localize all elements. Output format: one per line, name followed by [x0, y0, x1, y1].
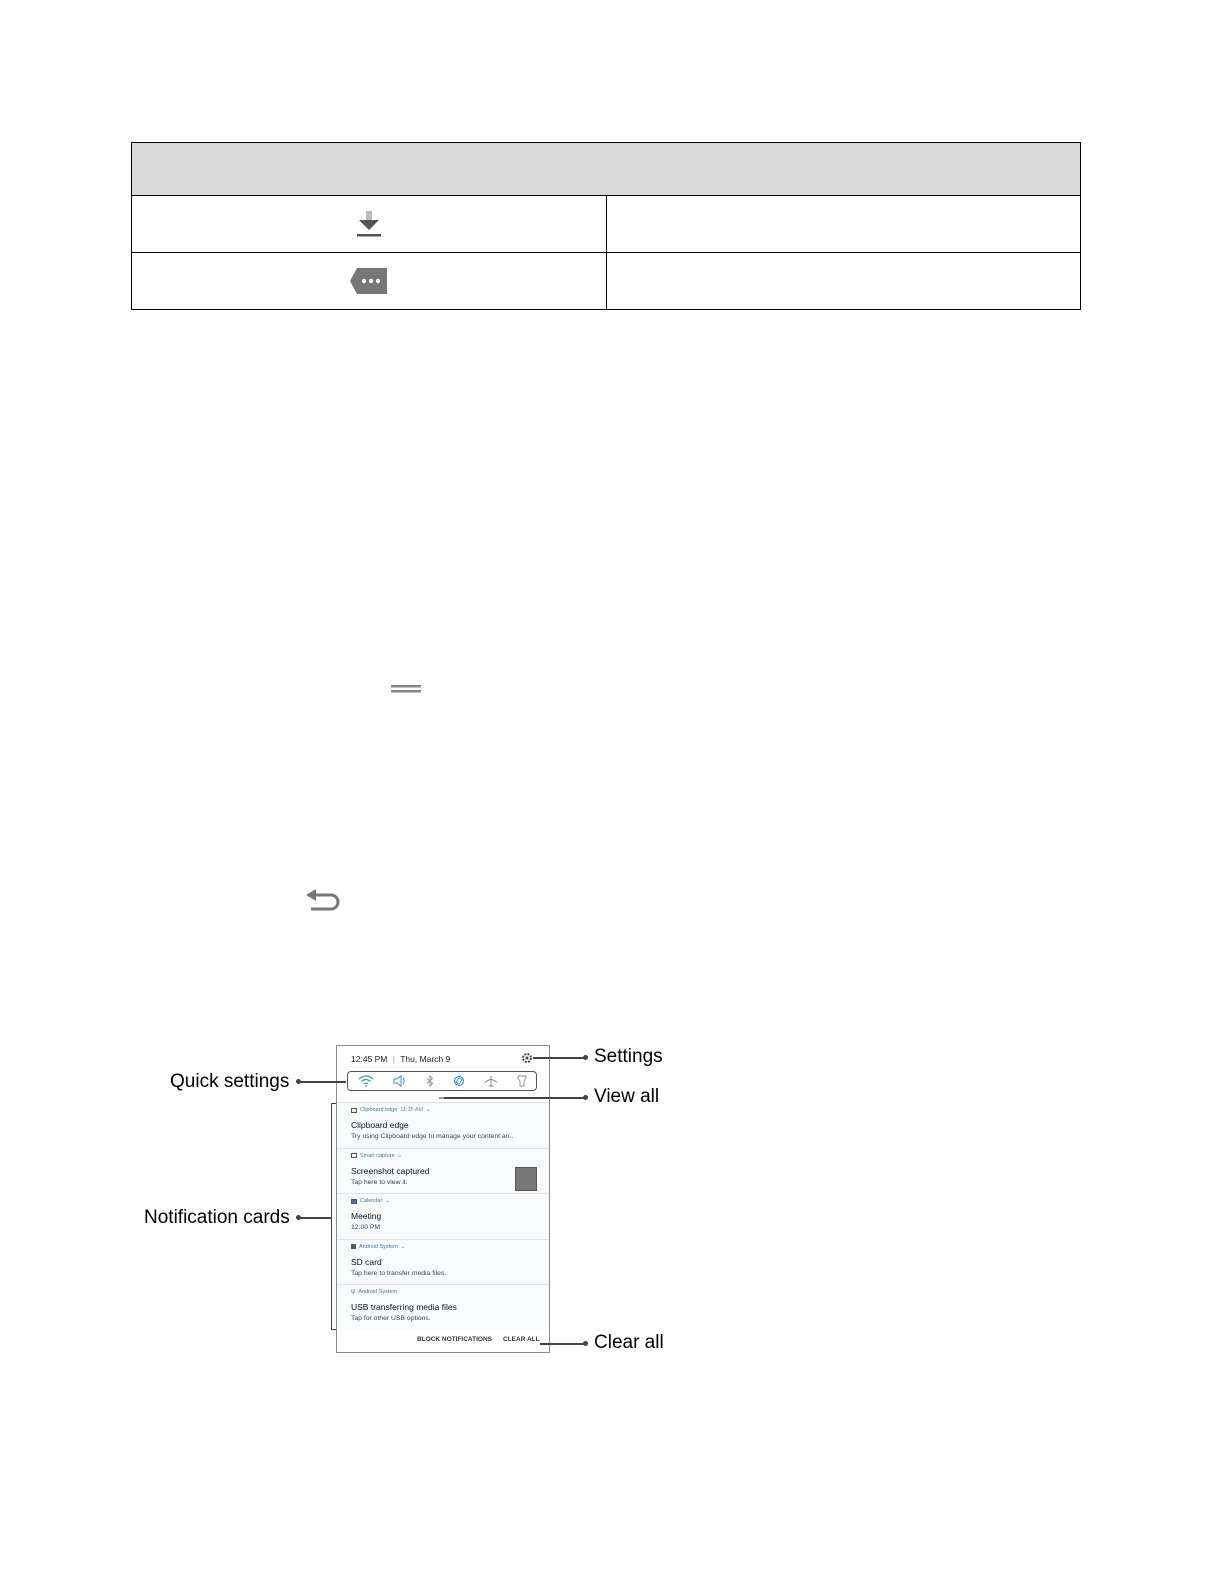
notification-cards-callout: Notification cards	[144, 1207, 290, 1228]
notification-cards-bracket	[331, 1103, 336, 1330]
notification-cards-leader-line	[298, 1217, 331, 1219]
icon-table	[131, 142, 1081, 310]
chevron-down-icon[interactable]: ⌄	[426, 1107, 431, 1113]
block-notifications-button[interactable]: BLOCK NOTIFICATIONS	[417, 1336, 492, 1343]
table-row	[132, 253, 1081, 310]
settings-callout: Settings	[594, 1046, 663, 1067]
card-app-name: Android System	[359, 1243, 398, 1250]
clear-all-leader-dot	[583, 1341, 588, 1346]
notification-card[interactable]	[337, 1239, 549, 1285]
card-title: Meeting	[351, 1211, 382, 1221]
card-app-name: Calendar	[360, 1198, 383, 1204]
notification-card[interactable]	[337, 1148, 549, 1194]
card-text: 12:00 PM	[351, 1224, 381, 1231]
icon-cell	[132, 196, 607, 253]
back-icon	[305, 888, 343, 912]
icon-description	[606, 196, 1081, 253]
screenshot-thumbnail[interactable]	[515, 1167, 537, 1191]
card-text: Tap for other USB options.	[351, 1315, 431, 1322]
clear-all-button[interactable]: CLEAR ALL	[503, 1336, 540, 1343]
download-icon	[356, 209, 382, 239]
image-icon	[351, 1153, 357, 1158]
flashlight-icon[interactable]	[517, 1075, 527, 1087]
table-header-row	[132, 143, 1081, 196]
airplane-mode-icon[interactable]	[484, 1075, 498, 1087]
table-header-cell	[132, 143, 1081, 196]
notification-card[interactable]	[337, 1284, 549, 1330]
view-all-leader-dot	[583, 1095, 588, 1100]
clear-all-leader-line	[540, 1343, 585, 1345]
calendar-icon	[351, 1199, 357, 1204]
status-date: Thu, March 9	[400, 1054, 451, 1064]
table-row	[132, 196, 1081, 253]
notification-panel	[336, 1045, 550, 1353]
sd-card-icon	[351, 1244, 356, 1249]
notification-card[interactable]	[337, 1193, 549, 1239]
settings-leader-dot	[583, 1055, 588, 1060]
view-all-handle-icon	[391, 684, 423, 694]
wifi-icon[interactable]	[358, 1075, 374, 1087]
card-title: SD card	[351, 1256, 382, 1267]
card-app-name: Smart capture	[360, 1152, 395, 1159]
chevron-down-icon[interactable]: ⌄	[385, 1198, 390, 1204]
more-notifications-icon	[349, 266, 389, 296]
card-app-name: Android System	[358, 1289, 398, 1295]
notification-card[interactable]	[337, 1102, 549, 1148]
card-title: Clipboard edge	[351, 1120, 409, 1130]
bluetooth-icon[interactable]	[426, 1075, 434, 1087]
gear-icon[interactable]	[521, 1052, 533, 1064]
notification-cards	[337, 1102, 549, 1330]
chevron-down-icon[interactable]: ⌄	[397, 1152, 403, 1159]
status-time: 12:45 PM	[351, 1054, 388, 1064]
card-time: 11:35 AM	[400, 1107, 424, 1113]
status-bar	[351, 1054, 450, 1064]
icon-cell	[132, 253, 607, 310]
card-text: Try using Clipboard edge to manage your content an..	[351, 1133, 514, 1140]
icon-description	[606, 253, 1081, 310]
quick-settings-bar	[347, 1071, 537, 1091]
usb-icon: ψ	[351, 1289, 356, 1295]
sound-icon[interactable]	[393, 1075, 407, 1087]
view-all-callout: View all	[594, 1086, 660, 1107]
chevron-down-icon[interactable]: ⌄	[400, 1243, 406, 1250]
card-text: Tap here to view it.	[351, 1178, 408, 1186]
card-text: Tap here to transfer media files.	[351, 1269, 447, 1277]
clipboard-icon	[351, 1108, 357, 1113]
card-title: USB transferring media files	[351, 1302, 457, 1312]
view-all-leader-line	[444, 1097, 585, 1099]
card-app-name: Clipboard edge	[360, 1107, 398, 1113]
settings-leader-line	[533, 1057, 585, 1059]
status-separator: |	[392, 1054, 395, 1064]
clear-all-callout: Clear all	[594, 1332, 664, 1353]
auto-rotate-icon[interactable]	[453, 1075, 465, 1087]
card-title: Screenshot captured	[351, 1165, 430, 1176]
quick-settings-leader-line	[298, 1081, 346, 1083]
quick-settings-callout: Quick settings	[170, 1071, 290, 1092]
